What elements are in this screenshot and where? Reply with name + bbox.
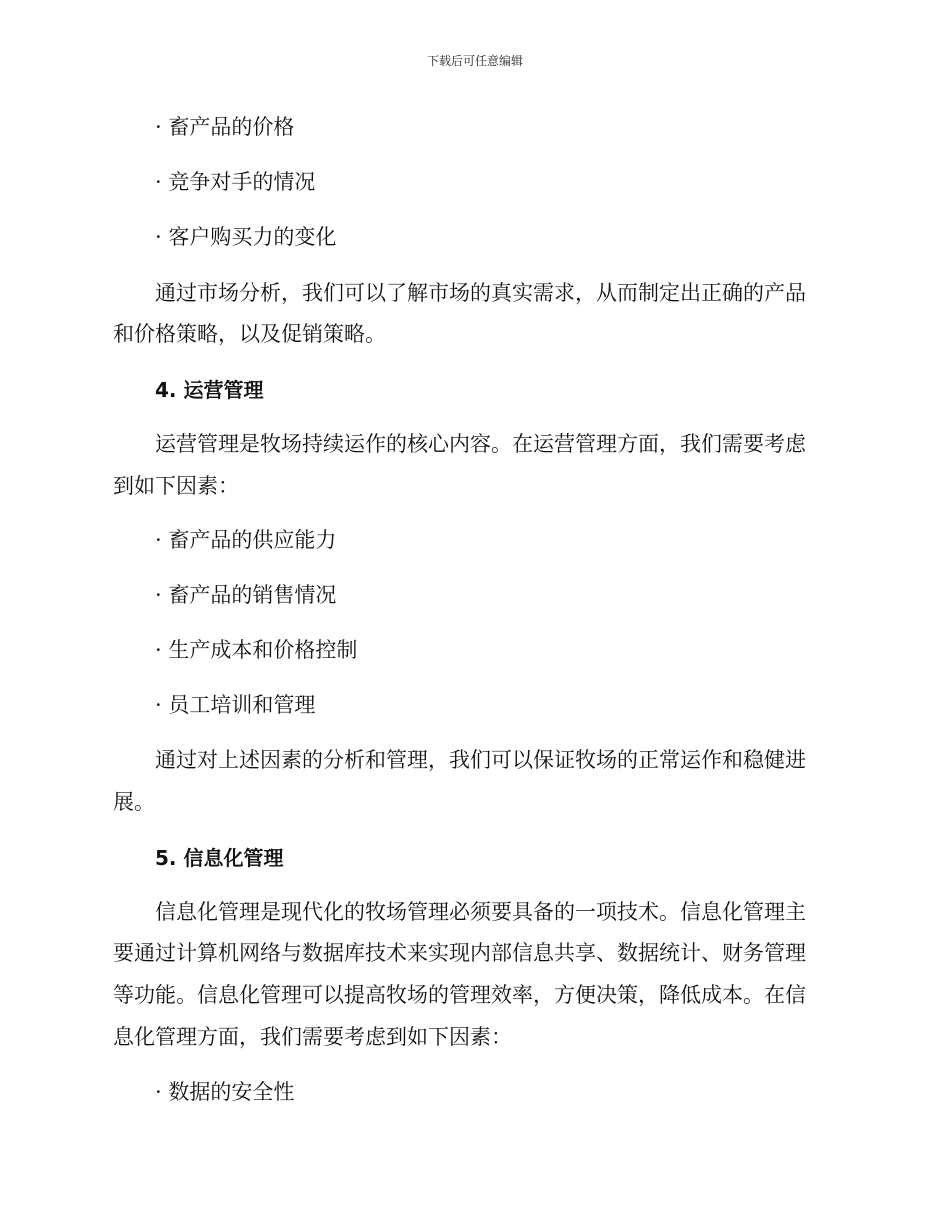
paragraph-line: 通过对上述因素的分析和管理，我们可以保证牧场的正常运作和稳健进 (155, 748, 806, 772)
section-heading: 4. 运营管理 (155, 378, 264, 402)
paragraph-line: 要通过计算机网络与数据库技术来实现内部信息共享、数据统计、财务管理 (113, 941, 806, 965)
paragraph-line: 息化管理方面，我们需要考虑到如下因素： (113, 1025, 512, 1049)
bullet-item: · 畜产品的供应能力 (155, 528, 337, 552)
bullet-item: · 生产成本和价格控制 (155, 638, 358, 662)
paragraph-line: 信息化管理是现代化的牧场管理必须要具备的一项技术。信息化管理主 (155, 900, 806, 924)
section-heading: 5. 信息化管理 (155, 846, 284, 870)
bullet-item: · 员工培训和管理 (155, 693, 316, 717)
bullet-item: · 畜产品的价格 (155, 115, 295, 139)
paragraph-line: 运营管理是牧场持续运作的核心内容。在运营管理方面，我们需要考虑 (155, 432, 806, 456)
paragraph-line: 等功能。信息化管理可以提高牧场的管理效率，方便决策，降低成本。在信 (113, 983, 806, 1007)
page-header: 下载后可任意编辑 (426, 54, 523, 68)
paragraph-line: 和价格策略，以及促销策略。 (113, 322, 386, 346)
bullet-item: · 竞争对手的情况 (155, 170, 316, 194)
bullet-item: · 客户购买力的变化 (155, 225, 337, 249)
bullet-item: · 畜产品的销售情况 (155, 583, 337, 607)
paragraph-line: 通过市场分析，我们可以了解市场的真实需求，从而制定出正确的产品 (155, 281, 806, 305)
paragraph-line: 展。 (113, 790, 155, 814)
bullet-item: · 数据的安全性 (155, 1080, 295, 1104)
paragraph-line: 到如下因素： (113, 474, 239, 498)
